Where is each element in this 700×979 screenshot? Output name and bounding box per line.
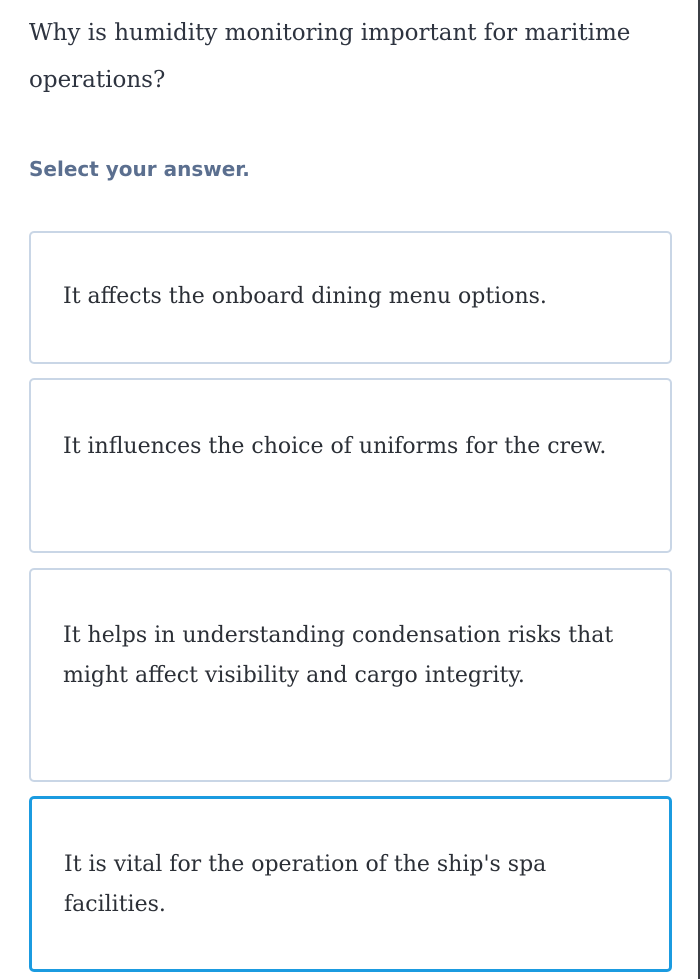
answer-option-label: It affects the onboard dining menu options. bbox=[63, 284, 547, 309]
answer-option-label: It influences the choice of uniforms for the crew. bbox=[63, 434, 607, 459]
answer-instruction: Select your answer. bbox=[29, 157, 250, 181]
answer-option-label: It is vital for the operation of the ship's spa facilities. bbox=[64, 852, 547, 917]
question-text: Why is humidity monitoring important for maritime operations? bbox=[29, 20, 631, 93]
answer-option-4[interactable] bbox=[29, 796, 672, 972]
answer-option-label: It helps in understanding condensation risks that might affect visibility and cargo integrity. bbox=[63, 623, 614, 688]
answer-option-3[interactable] bbox=[29, 568, 672, 782]
answer-option-1[interactable] bbox=[29, 231, 672, 364]
answer-option-2[interactable] bbox=[29, 378, 672, 553]
